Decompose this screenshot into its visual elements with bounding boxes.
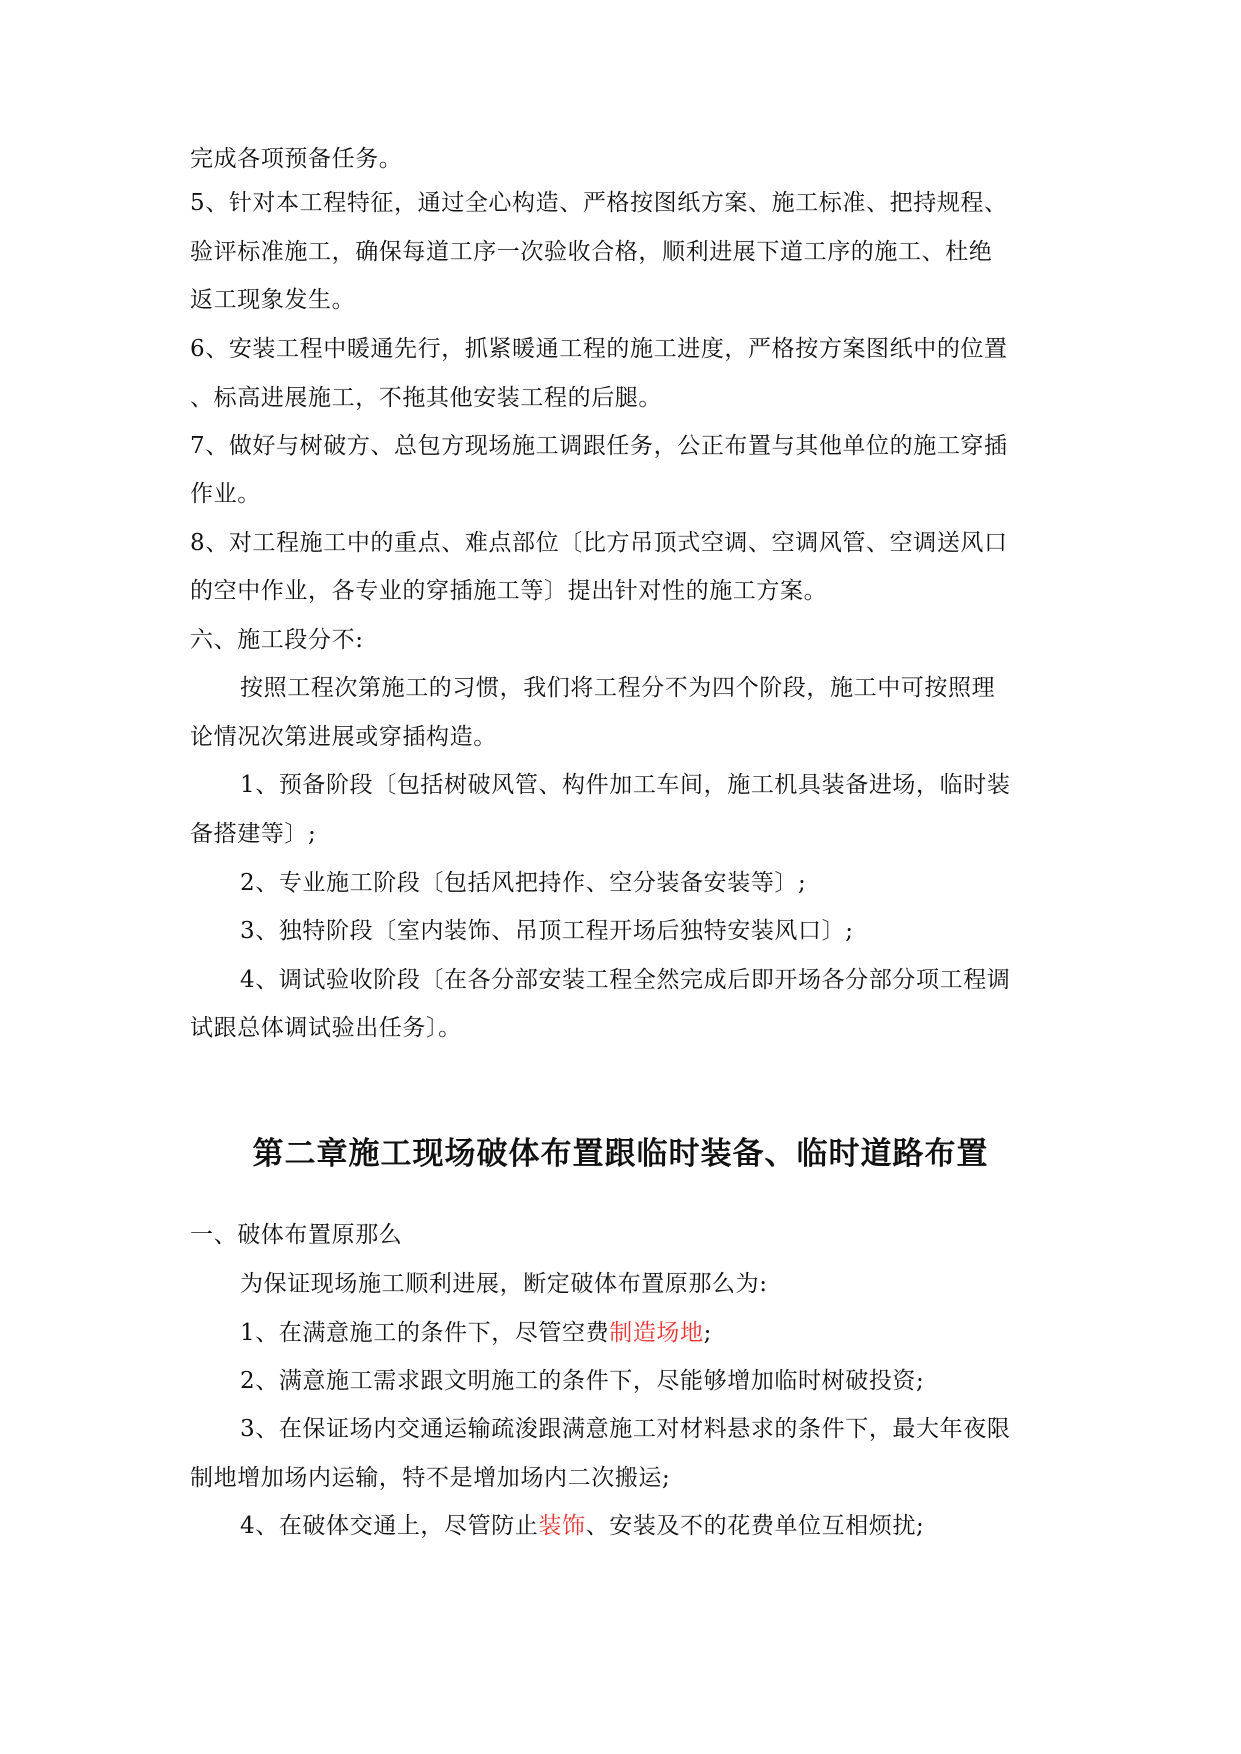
- text-line: 完成各项预备任务。: [190, 146, 403, 172]
- chapter-title: 第二章施工现场破体布置跟临时装备、临时道路布置: [252, 1136, 989, 1172]
- list-item: 3、在保证场内交通运输疏浚跟满意施工对材料悬求的条件下，最大年夜限: [240, 1416, 1011, 1442]
- list-item-text: 1、在满意施工的条件下，尽管空费: [240, 1320, 610, 1346]
- section-intro: 为保证现场施工顺利进展，断定破体布置原那么为:: [240, 1271, 768, 1297]
- list-item-text: ;: [703, 1320, 712, 1346]
- list-item: [240, 1511, 1065, 1541]
- text-line: 5、针对本工程特征，通过全心构造、严格按图纸方案、施工标准、把持规程、: [190, 190, 1008, 216]
- list-item-text: 、安装及不的花费单位互相烦扰;: [585, 1513, 925, 1539]
- text-line: 返工现象发生。: [190, 287, 356, 313]
- section-heading: 一、破体布置原那么: [190, 1222, 403, 1248]
- list-item: 2、专业施工阶段〔包括风把持作、空分装备安装等〕;: [240, 870, 807, 896]
- section-heading: 六、施工段分不:: [190, 627, 364, 653]
- list-item: 1、预备阶段〔包括树破风管、构件加工车间，施工机具装备进场，临时装: [240, 772, 1011, 798]
- text-line: 8、对工程施工中的重点、难点部位〔比方吊顶式空调、空调风管、空调送风口: [190, 530, 1008, 556]
- list-item: 2、满意施工需求跟文明施工的条件下，尽能够增加临时树破投资;: [240, 1368, 925, 1394]
- list-item: [240, 1318, 1065, 1348]
- text-line: 试跟总体调试验出任务〕。: [190, 1015, 462, 1041]
- highlighted-text: 制造场地: [609, 1320, 704, 1346]
- text-line: 验评标准施工，确保每道工序一次验收合格，顺利进展下道工序的施工、杜绝: [190, 239, 993, 265]
- text-line: 作业。: [190, 481, 261, 507]
- text-line: 论情况次第进展或穿插构造。: [190, 724, 497, 750]
- text-line: 的空中作业，各专业的穿插施工等〕提出针对性的施工方案。: [190, 578, 828, 604]
- list-item: 3、独特阶段〔室内装饰、吊顶工程开场后独特安装风口〕;: [240, 918, 854, 944]
- text-line: 按照工程次第施工的习惯，我们将工程分不为四个阶段，施工中可按照理: [240, 675, 996, 701]
- text-line: 备搭建等〕;: [190, 821, 317, 847]
- list-item-text: 4、在破体交通上，尽管防止: [240, 1513, 539, 1539]
- text-line: 7、做好与树破方、总包方现场施工调跟任务，公正布置与其他单位的施工穿插: [190, 433, 1008, 459]
- highlighted-text: 装饰: [538, 1513, 586, 1539]
- list-item: 4、调试验收阶段〔在各分部安装工程全然完成后即开场各分部分项工程调: [240, 967, 1011, 993]
- text-line: 、标高进展施工，不拖其他安装工程的后腿。: [190, 385, 662, 411]
- text-line: 制地增加场内运输，特不是增加场内二次搬运;: [190, 1465, 671, 1491]
- text-line: 6、安装工程中暖通先行，抓紧暖通工程的施工进度，严格按方案图纸中的位置: [190, 336, 1008, 362]
